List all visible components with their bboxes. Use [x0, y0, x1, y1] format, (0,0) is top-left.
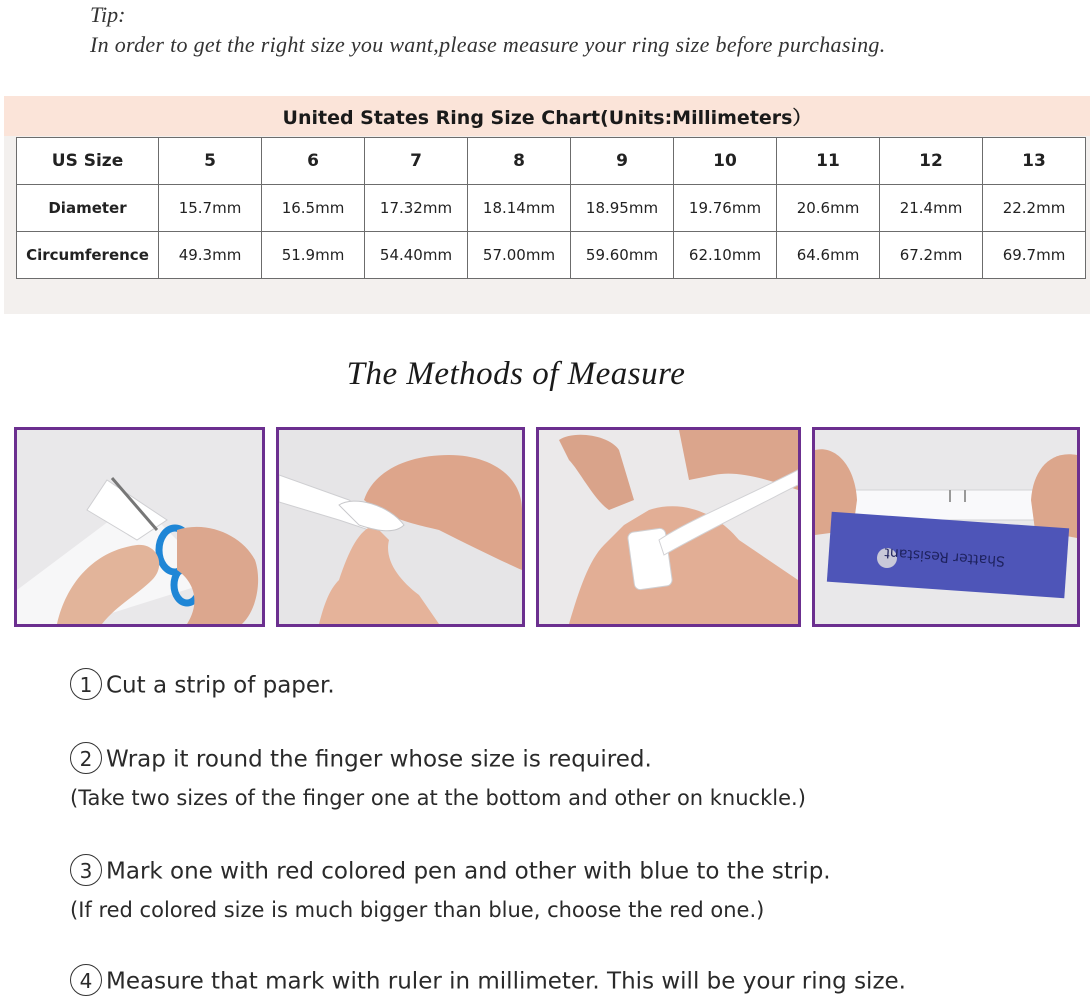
table-row-circumference	[17, 232, 1086, 279]
size-cell: 7	[365, 138, 468, 185]
methods-title: The Methods of Measure	[346, 356, 686, 392]
value-cell: 67.2mm	[880, 232, 983, 279]
cut-paper-photo	[14, 427, 265, 627]
value-cell: 18.14mm	[468, 185, 571, 232]
value-cell: 51.9mm	[262, 232, 365, 279]
value-cell: 16.5mm	[262, 185, 365, 232]
size-chart-title: United States Ring Size Chart(Units:Millimeters）	[4, 96, 1090, 136]
tip-text: In order to get the right size you want,please measure your ring size before purchasing.	[90, 32, 886, 57]
mark-strip-photo	[536, 427, 801, 627]
value-cell: 49.3mm	[159, 232, 262, 279]
table-row-diameter	[17, 185, 1086, 232]
value-cell: 59.60mm	[571, 232, 674, 279]
size-cell: 12	[880, 138, 983, 185]
header-label-cell: US Size	[17, 138, 159, 185]
value-cell: 54.40mm	[365, 232, 468, 279]
size-cell: 9	[571, 138, 674, 185]
size-cell: 8	[468, 138, 571, 185]
row-label-cell: Diameter	[17, 185, 159, 232]
value-cell: 20.6mm	[777, 185, 880, 232]
step-number: 4	[70, 964, 102, 996]
value-cell: 19.76mm	[674, 185, 777, 232]
size-cell: 6	[262, 138, 365, 185]
size-cell: 5	[159, 138, 262, 185]
step-1	[70, 670, 335, 702]
value-cell: 62.10mm	[674, 232, 777, 279]
step-3	[70, 856, 831, 888]
value-cell: 18.95mm	[571, 185, 674, 232]
step-3-note: (If red colored size is much bigger than blue, choose the red one.)	[70, 898, 765, 922]
tip-label: Tip:	[90, 2, 126, 27]
size-cell: 10	[674, 138, 777, 185]
step-text: Mark one with red colored pen and other with blue to the strip.	[106, 858, 831, 885]
step-number: 2	[70, 742, 102, 774]
step-text: Wrap it round the finger whose size is required.	[106, 746, 652, 773]
value-cell: 64.6mm	[777, 232, 880, 279]
value-cell: 15.7mm	[159, 185, 262, 232]
step-number: 3	[70, 854, 102, 886]
value-cell: 21.4mm	[880, 185, 983, 232]
step-text: Cut a strip of paper.	[106, 672, 335, 699]
step-2	[70, 744, 652, 776]
size-chart	[4, 96, 1090, 314]
size-cell: 11	[777, 138, 880, 185]
table-header-row	[17, 138, 1086, 185]
size-cell: 13	[983, 138, 1086, 185]
step-number: 1	[70, 668, 102, 700]
value-cell: 57.00mm	[468, 232, 571, 279]
step-text: Measure that mark with ruler in millimeter. This will be your ring size.	[106, 968, 906, 995]
ruler-measure-photo	[812, 427, 1080, 627]
step-2-note: (Take two sizes of the finger one at the bottom and other on knuckle.)	[70, 786, 806, 810]
wrap-finger-photo	[276, 427, 525, 627]
row-label-cell: Circumference	[17, 232, 159, 279]
value-cell: 22.2mm	[983, 185, 1086, 232]
ruler-text: Shatter Resistant	[883, 544, 1006, 569]
size-table	[16, 137, 1086, 279]
step-4	[70, 966, 906, 998]
value-cell: 69.7mm	[983, 232, 1086, 279]
value-cell: 17.32mm	[365, 185, 468, 232]
